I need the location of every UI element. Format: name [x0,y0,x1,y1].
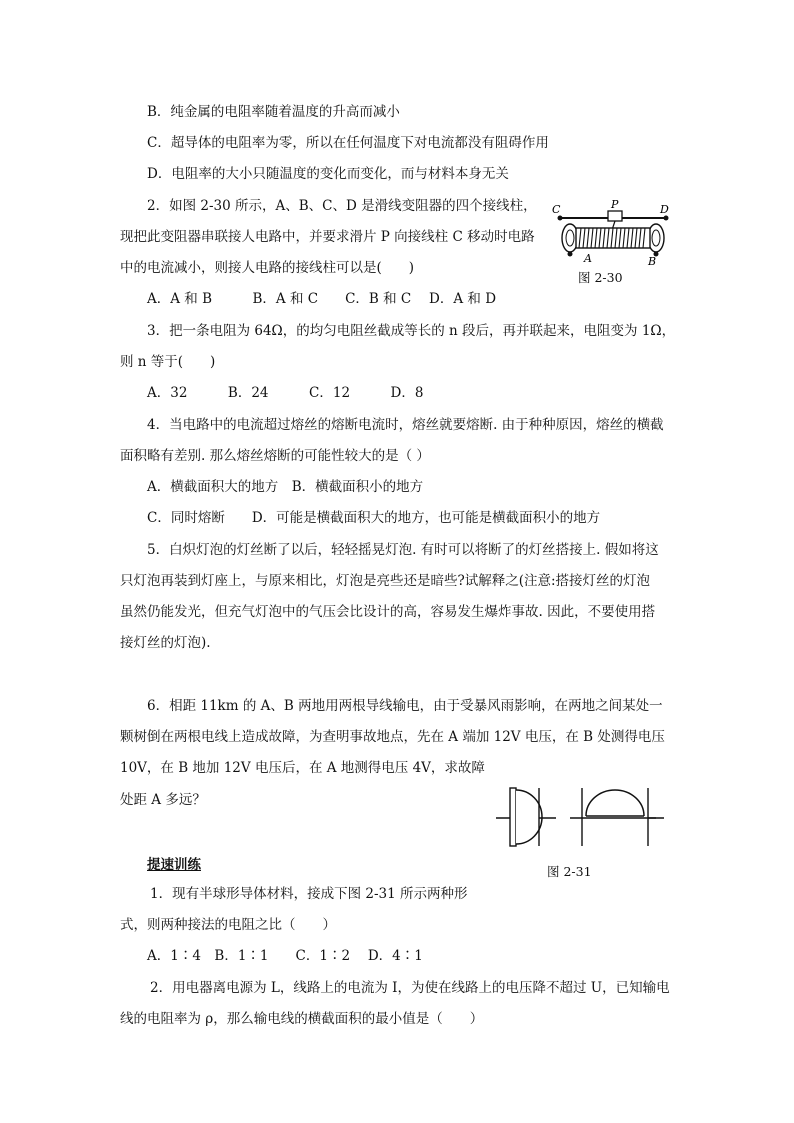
q4-line-1: 4．当电路中的电流超过熔丝的熔断电流时，熔丝就要熔断. 由于种种原因，熔丝的横截 [147,417,664,433]
q5-line-4: 接灯丝的灯泡). [120,635,211,651]
s1-options: A．1∶4 B．1∶1 C．1∶2 D．4∶1 [147,948,423,964]
option-c-line: C．超导体的电阻率为零，所以在任何温度下对电流都没有阻碍作用 [147,135,549,151]
label-b: B [648,255,657,268]
s2-line-1: 2．用电器离电源为 L，线路上的电流为 I，为使在线路上的电压降不超过 U，已知输电 [150,980,670,996]
label-c: C [552,203,561,216]
q5-line-1: 5．白炽灯泡的灯丝断了以后，轻轻摇晃灯泡. 有时可以将断了的灯丝搭接上. 假如将这 [147,542,659,558]
q4-options-2: C．同时熔断 D．可能是横截面积大的地方，也可能是横截面积小的地方 [147,510,601,526]
figure-230-caption: 图 2-30 [578,270,623,285]
label-d: D [660,203,669,216]
hemisphere-figure [496,778,666,848]
q2-line-3: 中的电流减小，则接人电路的接线柱可以是( ) [120,260,415,276]
figure-231-caption: 图 2-31 [547,864,592,879]
s2-line-2: 线的电阻率为 ρ，那么输电线的横截面积的最小值是（ ） [120,1011,484,1027]
option-b-line: B．纯金属的电阻率随着温度的升高而减小 [147,104,400,120]
q5-line-3: 虽然仍能发光，但充气灯泡中的气压会比设计的高，容易发生爆炸事故. 因此，不要使用搭 [120,604,656,620]
q2-line-2: 现把此变阻器串联接人电路中，并要求滑片 P 向接线柱 C 移动时电路 [120,229,535,245]
q6-line-3: 10V，在 B 地加 12V 电压后，在 A 地测得电压 4V，求故障 [120,760,485,776]
q2-line-1: 2．如图 2-30 所示，A、B、C、D 是滑线变阻器的四个接线柱， [147,198,537,214]
s1-line-2: 式，则两种接法的电阻之比（ ） [120,917,336,933]
q6-line-1: 6．相距 11km 的 A、B 两地用两根导线输电，由于受暴风雨影响，在两地之间某处一 [147,698,663,714]
s1-line-1: 1．现有半球形导体材料，接成下图 2-31 所示两种形 [150,886,468,902]
label-a: A [584,252,592,265]
q6-line-4: 处距 A 多远？ [120,792,206,808]
option-d-line: D．电阻率的大小只随温度的变化而变化，而与材料本身无关 [147,166,509,182]
rheostat-figure [548,198,678,268]
q4-options-1: A．横截面积大的地方 B．横截面积小的地方 [147,479,424,495]
q5-line-2: 只灯泡再装到灯座上，与原来相比，灯泡是亮些还是暗些?试解释之(注意:搭接灯丝的灯泡 [120,573,651,589]
section-heading: 提速训练 [147,857,201,873]
label-p: P [611,198,619,211]
q6-line-2: 颗树倒在两根电线上造成故障，为查明事故地点，先在 A 端加 12V 电压，在 B 处测得电压 [120,729,665,745]
q2-options: A．A 和 B B．A 和 C C．B 和 C D．A 和 D [147,291,497,307]
q3-line-1: 3．把一条电阻为 64Ω，的均匀电阻丝截成等长的 n 段后，再并联起来，电阻变为 1Ω， [147,323,676,339]
q3-line-2: 则 n 等于( ) [120,354,216,370]
q3-options: A．32 B．24 C．12 D．8 [147,385,424,401]
q4-line-2: 面积略有差别. 那么熔丝熔断的可能性较大的是（ ） [120,448,430,464]
